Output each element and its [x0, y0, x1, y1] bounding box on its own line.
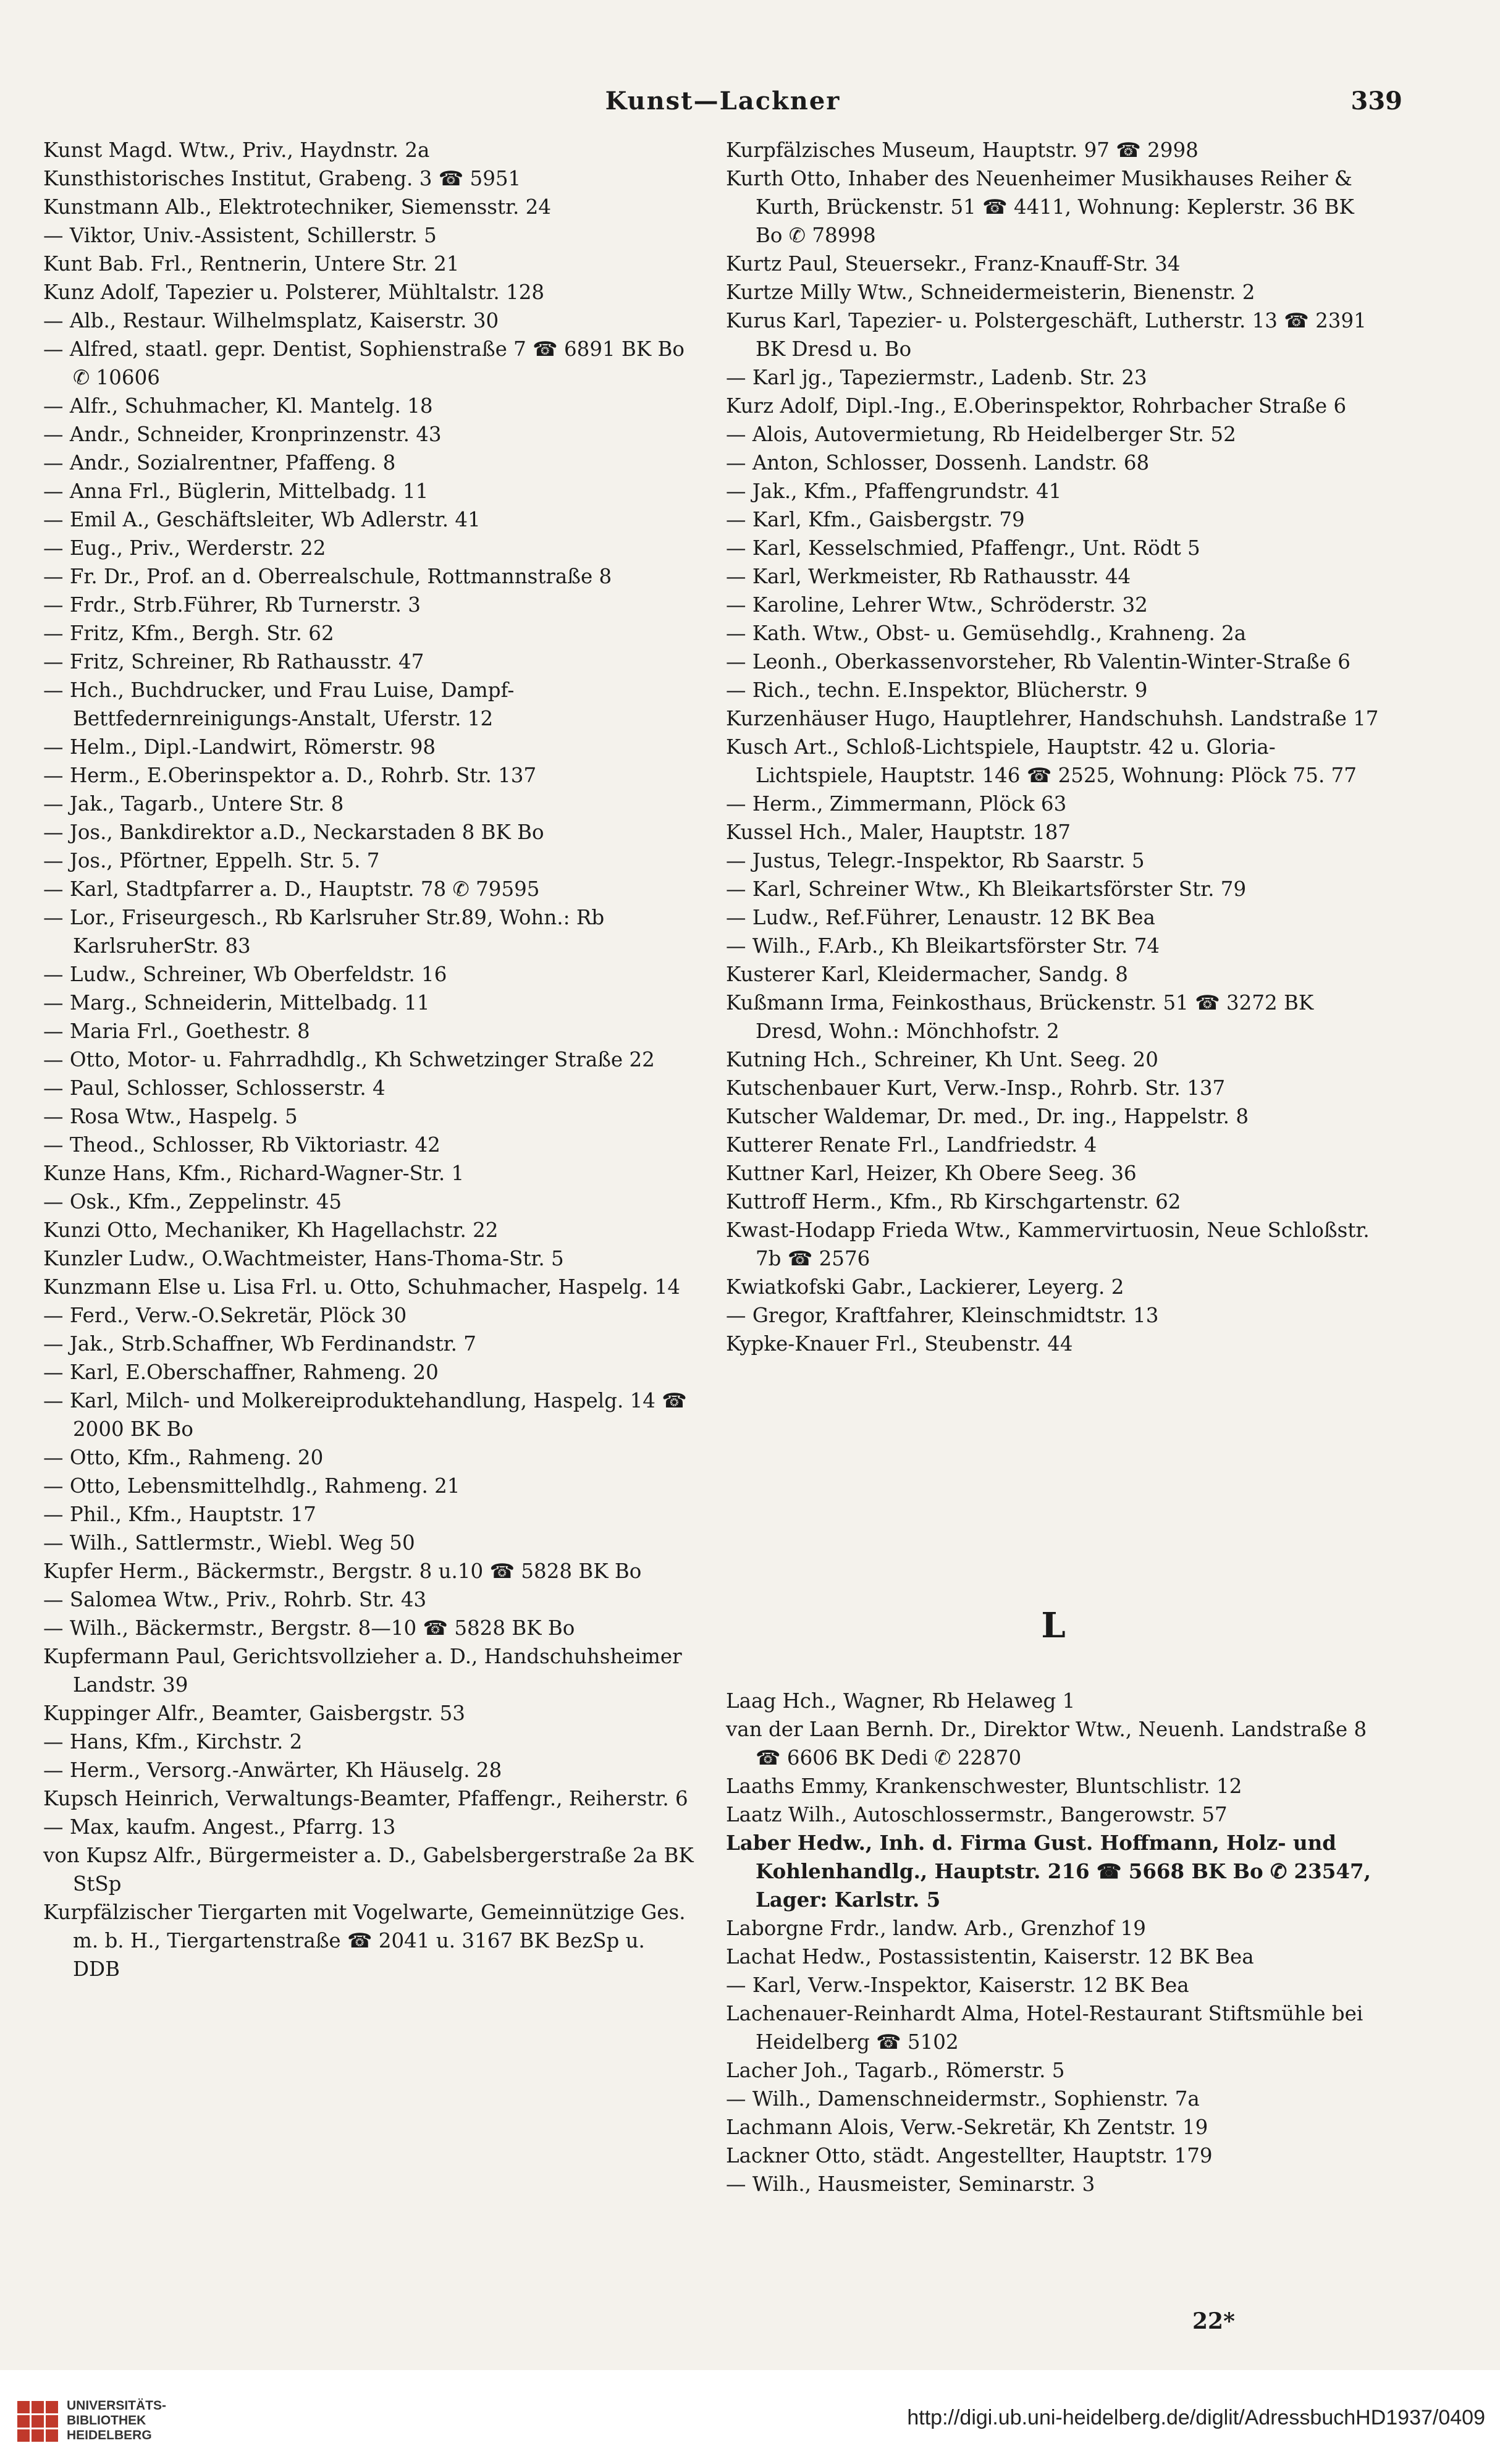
directory-entry: — Karl, Werkmeister, Rb Rathausstr. 44 [726, 565, 1131, 588]
directory-entry: — Wilh., Damenschneidermstr., Sophienstr. 7a [726, 2087, 1200, 2111]
directory-entry: — Alois, Autovermietung, Rb Heidelberger Str. 52 [726, 423, 1236, 446]
directory-entry: — Karoline, Lehrer Wtw., Schröderstr. 32 [726, 593, 1148, 617]
directory-entry: Kunze Hans, Kfm., Richard-Wagner-Str. 1 [43, 1162, 465, 1185]
directory-entry: — Wilh., Hausmeister, Seminarstr. 3 [726, 2172, 1095, 2196]
directory-entry: — Theod., Schlosser, Rb Viktoriastr. 42 [43, 1133, 440, 1157]
directory-entry: — Ludw., Ref.Führer, Lenaustr. 12 BK Bea [726, 906, 1155, 929]
directory-entry: — Otto, Kfm., Rahmeng. 20 [43, 1446, 324, 1469]
directory-entry: Kurz Adolf, Dipl.-Ing., E.Oberinspektor, Rohrbacher Straße 6 [726, 394, 1347, 418]
directory-entry: — Anna Frl., Büglerin, Mittelbadg. 11 [43, 479, 429, 503]
directory-entry: — Eug., Priv., Werderstr. 22 [43, 536, 326, 560]
directory-entry: Laber Hedw., Inh. d. Firma Gust. Hoffmann, Holz- und Kohlenhandlg., Hauptstr. 216 ☎ 5668 BK Bo ✆ 23547, Lager: Karlstr. 5 [726, 1831, 1371, 1912]
directory-entry: — Karl jg., Tapeziermstr., Ladenb. Str. 23 [726, 366, 1147, 389]
directory-entry: — Ludw., Schreiner, Wb Oberfeldstr. 16 [43, 963, 447, 986]
directory-entry: — Viktor, Univ.-Assistent, Schillerstr. 5 [43, 224, 437, 247]
directory-entry: Kuttner Karl, Heizer, Kh Obere Seeg. 36 [726, 1162, 1137, 1185]
directory-entry: — Leonh., Oberkassenvorsteher, Rb Valentin-Winter-Straße 6 [726, 650, 1350, 673]
directory-entry: Kurzenhäuser Hugo, Hauptlehrer, Handschuhsh. Landstraße 17 [726, 707, 1379, 730]
directory-entry: Kuppinger Alfr., Beamter, Gaisbergstr. 53 [43, 1702, 465, 1725]
directory-entry: — Anton, Schlosser, Dossenh. Landstr. 68 [726, 451, 1150, 475]
directory-entry: Lachat Hedw., Postassistentin, Kaiserstr. 12 BK Bea [726, 1945, 1254, 1968]
directory-entry: — Alfred, staatl. gepr. Dentist, Sophienstraße 7 ☎ 6891 BK Bo ✆ 10606 [43, 337, 685, 389]
library-name [67, 2399, 227, 2443]
sheet-mark: 22* [1192, 2308, 1235, 2334]
library-logo-icon [16, 2400, 59, 2443]
directory-entry: Kunzmann Else u. Lisa Frl. u. Otto, Schuhmacher, Haspelg. 14 [43, 1275, 681, 1299]
directory-entry: Kurpfälzisches Museum, Hauptstr. 97 ☎ 2998 [726, 138, 1199, 162]
directory-entry: — Paul, Schlosser, Schlosserstr. 4 [43, 1076, 386, 1100]
directory-entry: Kupfer Herm., Bäckermstr., Bergstr. 8 u.10 ☎ 5828 BK Bo [43, 1559, 642, 1583]
directory-entry: Kwast-Hodapp Frieda Wtw., Kammervirtuosin, Neue Schloßstr. 7b ☎ 2576 [726, 1218, 1370, 1270]
directory-entry: Kurus Karl, Tapezier- u. Polstergeschäft, Lutherstr. 13 ☎ 2391 BK Dresd u. Bo [726, 309, 1367, 361]
directory-entry: — Rich., techn. E.Inspektor, Blücherstr. 9 [726, 678, 1148, 702]
directory-entry: — Wilh., Sattlermstr., Wiebl. Weg 50 [43, 1531, 415, 1555]
directory-entry: Kypke-Knauer Frl., Steubenstr. 44 [726, 1332, 1073, 1356]
directory-entry: — Karl, Verw.-Inspektor, Kaiserstr. 12 BK Bea [726, 1973, 1189, 1997]
directory-entry: — Helm., Dipl.-Landwirt, Römerstr. 98 [43, 735, 436, 759]
directory-entry: — Karl, E.Oberschaffner, Rahmeng. 20 [43, 1361, 439, 1384]
left-column [43, 136, 698, 1983]
directory-entry: — Alb., Restaur. Wilhelmsplatz, Kaiserstr. 30 [43, 309, 499, 332]
directory-entry: Kurpfälzischer Tiergarten mit Vogelwarte, Gemeinnützige Ges. m. b. H., Tiergartenstraße ☎ 2041 u. 3167 BK BezSp u. DDB [43, 1901, 686, 1981]
permalink-url[interactable]: http://digi.ub.uni-heidelberg.de/diglit/AdressbuchHD1937/0409 [907, 2406, 1485, 2429]
directory-entry: — Jos., Bankdirektor a.D., Neckarstaden 8 BK Bo [43, 821, 544, 844]
directory-entry: — Frdr., Strb.Führer, Rb Turnerstr. 3 [43, 593, 421, 617]
directory-entry: Lacher Joh., Tagarb., Römerstr. 5 [726, 2059, 1065, 2082]
directory-entry: — Phil., Kfm., Hauptstr. 17 [43, 1503, 316, 1526]
directory-entry: Kunt Bab. Frl., Rentnerin, Untere Str. 21 [43, 252, 460, 276]
directory-entry: Kurtz Paul, Steuersekr., Franz-Knauff-Str. 34 [726, 252, 1181, 276]
directory-entry: — Karl, Schreiner Wtw., Kh Bleikartsförster Str. 79 [726, 877, 1247, 901]
directory-entry: — Marg., Schneiderin, Mittelbadg. 11 [43, 991, 430, 1015]
directory-entry: — Fritz, Schreiner, Rb Rathausstr. 47 [43, 650, 424, 673]
directory-entry: Laaths Emmy, Krankenschwester, Bluntschlistr. 12 [726, 1774, 1242, 1798]
directory-entry: — Lor., Friseurgesch., Rb Karlsruher Str.89, Wohn.: Rb KarlsruherStr. 83 [43, 906, 605, 958]
directory-entry: Laborgne Frdr., landw. Arb., Grenzhof 19 [726, 1917, 1146, 1940]
directory-entry: Kussel Hch., Maler, Hauptstr. 187 [726, 821, 1071, 844]
directory-entry: Kunzler Ludw., O.Wachtmeister, Hans-Thoma-Str. 5 [43, 1247, 564, 1270]
directory-entry: Kurth Otto, Inhaber des Neuenheimer Musikhauses Reiher & Kurth, Brückenstr. 51 ☎ 4411, Wohnung: Keplerstr. 36 BK Bo ✆ 78998 [726, 167, 1354, 247]
directory-entry: — Hans, Kfm., Kirchstr. 2 [43, 1730, 303, 1753]
directory-entry: — Jak., Kfm., Pfaffengrundstr. 41 [726, 479, 1062, 503]
directory-entry: — Karl, Milch- und Molkereiproduktehandlung, Haspelg. 14 ☎ 2000 BK Bo [43, 1389, 687, 1441]
right-column [726, 136, 1381, 1358]
directory-entry: Lackner Otto, städt. Angestellter, Hauptstr. 179 [726, 2144, 1213, 2167]
directory-entry: Kunst Magd. Wtw., Priv., Haydnstr. 2a [43, 138, 430, 162]
directory-entry: Lachenauer-Reinhardt Alma, Hotel-Restaurant Stiftsmühle bei Heidelberg ☎ 5102 [726, 2002, 1363, 2054]
running-head: Kunst—Lackner [605, 86, 841, 116]
directory-entry: Kuttroff Herm., Kfm., Rb Kirschgartenstr. 62 [726, 1190, 1181, 1213]
directory-entry: Kwiatkofski Gabr., Lackierer, Leyerg. 2 [726, 1275, 1124, 1299]
directory-entry: — Andr., Schneider, Kronprinzenstr. 43 [43, 423, 442, 446]
directory-entry: Kupsch Heinrich, Verwaltungs-Beamter, Pfaffengr., Reiherstr. 6 [43, 1787, 688, 1810]
directory-entry: Kupfermann Paul, Gerichtsvollzieher a. D., Handschuhsheimer Landstr. 39 [43, 1645, 682, 1697]
directory-entry: — Herm., E.Oberinspektor a. D., Rohrb. Str. 137 [43, 764, 537, 787]
directory-entry: — Otto, Motor- u. Fahrradhdlg., Kh Schwetzinger Straße 22 [43, 1048, 655, 1071]
directory-entry: — Hch., Buchdrucker, und Frau Luise, Dampf-Bettfedernreinigungs-Anstalt, Uferstr. 12 [43, 678, 515, 730]
directory-entry: Laag Hch., Wagner, Rb Helaweg 1 [726, 1689, 1076, 1713]
directory-entry: — Rosa Wtw., Haspelg. 5 [43, 1105, 298, 1128]
directory-entry: — Salomea Wtw., Priv., Rohrb. Str. 43 [43, 1588, 427, 1611]
directory-entry: — Kath. Wtw., Obst- u. Gemüsehdlg., Krahneng. 2a [726, 622, 1247, 645]
section-letter-heading: L [1041, 1605, 1066, 1646]
directory-entry: — Andr., Sozialrentner, Pfaffeng. 8 [43, 451, 396, 475]
directory-entry: — Herm., Versorg.-Anwärter, Kh Häuselg. 28 [43, 1758, 502, 1782]
directory-entry: — Fritz, Kfm., Bergh. Str. 62 [43, 622, 334, 645]
directory-entry: — Jak., Strb.Schaffner, Wb Ferdinandstr. 7 [43, 1332, 476, 1356]
directory-entry: — Ferd., Verw.-O.Sekretär, Plöck 30 [43, 1304, 407, 1327]
directory-entry: — Osk., Kfm., Zeppelinstr. 45 [43, 1190, 342, 1213]
right-column-l-section [726, 1687, 1381, 2198]
library-name-line: HEIDELBERG [67, 2428, 152, 2442]
page-number: 339 [1350, 86, 1402, 116]
directory-entry: — Karl, Stadtpfarrer a. D., Hauptstr. 78 ✆ 79595 [43, 877, 540, 901]
directory-entry: — Alfr., Schuhmacher, Kl. Mantelg. 18 [43, 394, 433, 418]
directory-entry: — Wilh., F.Arb., Kh Bleikartsförster Str. 74 [726, 934, 1160, 958]
directory-entry: — Maria Frl., Goethestr. 8 [43, 1019, 310, 1043]
page-header [43, 86, 1402, 124]
directory-entry: Kusch Art., Schloß-Lichtspiele, Hauptstr. 42 u. Gloria-Lichtspiele, Hauptstr. 146 ☎ 2525, Wohnung: Plöck 75. 77 [726, 735, 1357, 787]
directory-entry: Kutning Hch., Schreiner, Kh Unt. Seeg. 20 [726, 1048, 1158, 1071]
directory-entry: Kusterer Karl, Kleidermacher, Sandg. 8 [726, 963, 1128, 986]
directory-entry: Kutterer Renate Frl., Landfriedstr. 4 [726, 1133, 1097, 1157]
directory-entry: van der Laan Bernh. Dr., Direktor Wtw., Neuenh. Landstraße 8 ☎ 6606 BK Dedi ✆ 22870 [726, 1718, 1367, 1770]
directory-entry: Kutschenbauer Kurt, Verw.-Insp., Rohrb. Str. 137 [726, 1076, 1226, 1100]
library-name-line: UNIVERSITÄTS- [67, 2399, 167, 2413]
directory-entry: Kußmann Irma, Feinkosthaus, Brückenstr. 51 ☎ 3272 BK Dresd, Wohn.: Mönchhofstr. 2 [726, 991, 1314, 1043]
directory-entry: — Karl, Kfm., Gaisbergstr. 79 [726, 508, 1025, 531]
directory-entry: Kunzi Otto, Mechaniker, Kh Hagellachstr. 22 [43, 1218, 499, 1242]
directory-entry: — Wilh., Bäckermstr., Bergstr. 8—10 ☎ 5828 BK Bo [43, 1616, 575, 1640]
directory-entry: Kurtze Milly Wtw., Schneidermeisterin, Bienenstr. 2 [726, 281, 1255, 304]
directory-entry: — Otto, Lebensmittelhdlg., Rahmeng. 21 [43, 1474, 460, 1498]
directory-entry: Lachmann Alois, Verw.-Sekretär, Kh Zentstr. 19 [726, 2116, 1208, 2139]
directory-entry: Kunsthistorisches Institut, Grabeng. 3 ☎ 5951 [43, 167, 521, 190]
directory-entry: — Emil A., Geschäftsleiter, Wb Adlerstr. 41 [43, 508, 481, 531]
library-name-line: BIBLIOTHEK [67, 2413, 146, 2428]
directory-entry: Kutscher Waldemar, Dr. med., Dr. ing., Happelstr. 8 [726, 1105, 1249, 1128]
directory-entry: — Karl, Kesselschmied, Pfaffengr., Unt. Rödt 5 [726, 536, 1200, 560]
directory-entry: — Max, kaufm. Angest., Pfarrg. 13 [43, 1815, 396, 1839]
directory-entry: — Gregor, Kraftfahrer, Kleinschmidtstr. 13 [726, 1304, 1159, 1327]
directory-entry: — Jak., Tagarb., Untere Str. 8 [43, 792, 344, 816]
footer-band [0, 2370, 1500, 2464]
directory-entry: — Justus, Telegr.-Inspektor, Rb Saarstr. 5 [726, 849, 1145, 872]
directory-entry: — Fr. Dr., Prof. an d. Oberrealschule, Rottmannstraße 8 [43, 565, 612, 588]
directory-entry: — Jos., Pförtner, Eppelh. Str. 5. 7 [43, 849, 380, 872]
directory-entry: Kunz Adolf, Tapezier u. Polsterer, Mühltalstr. 128 [43, 281, 545, 304]
directory-entry: Kunstmann Alb., Elektrotechniker, Siemensstr. 24 [43, 195, 552, 219]
directory-entry: Laatz Wilh., Autoschlossermstr., Bangerowstr. 57 [726, 1803, 1228, 1826]
directory-entry: von Kupsz Alfr., Bürgermeister a. D., Gabelsbergerstraße 2a BK StSp [43, 1844, 694, 1896]
directory-entry: — Herm., Zimmermann, Plöck 63 [726, 792, 1067, 816]
